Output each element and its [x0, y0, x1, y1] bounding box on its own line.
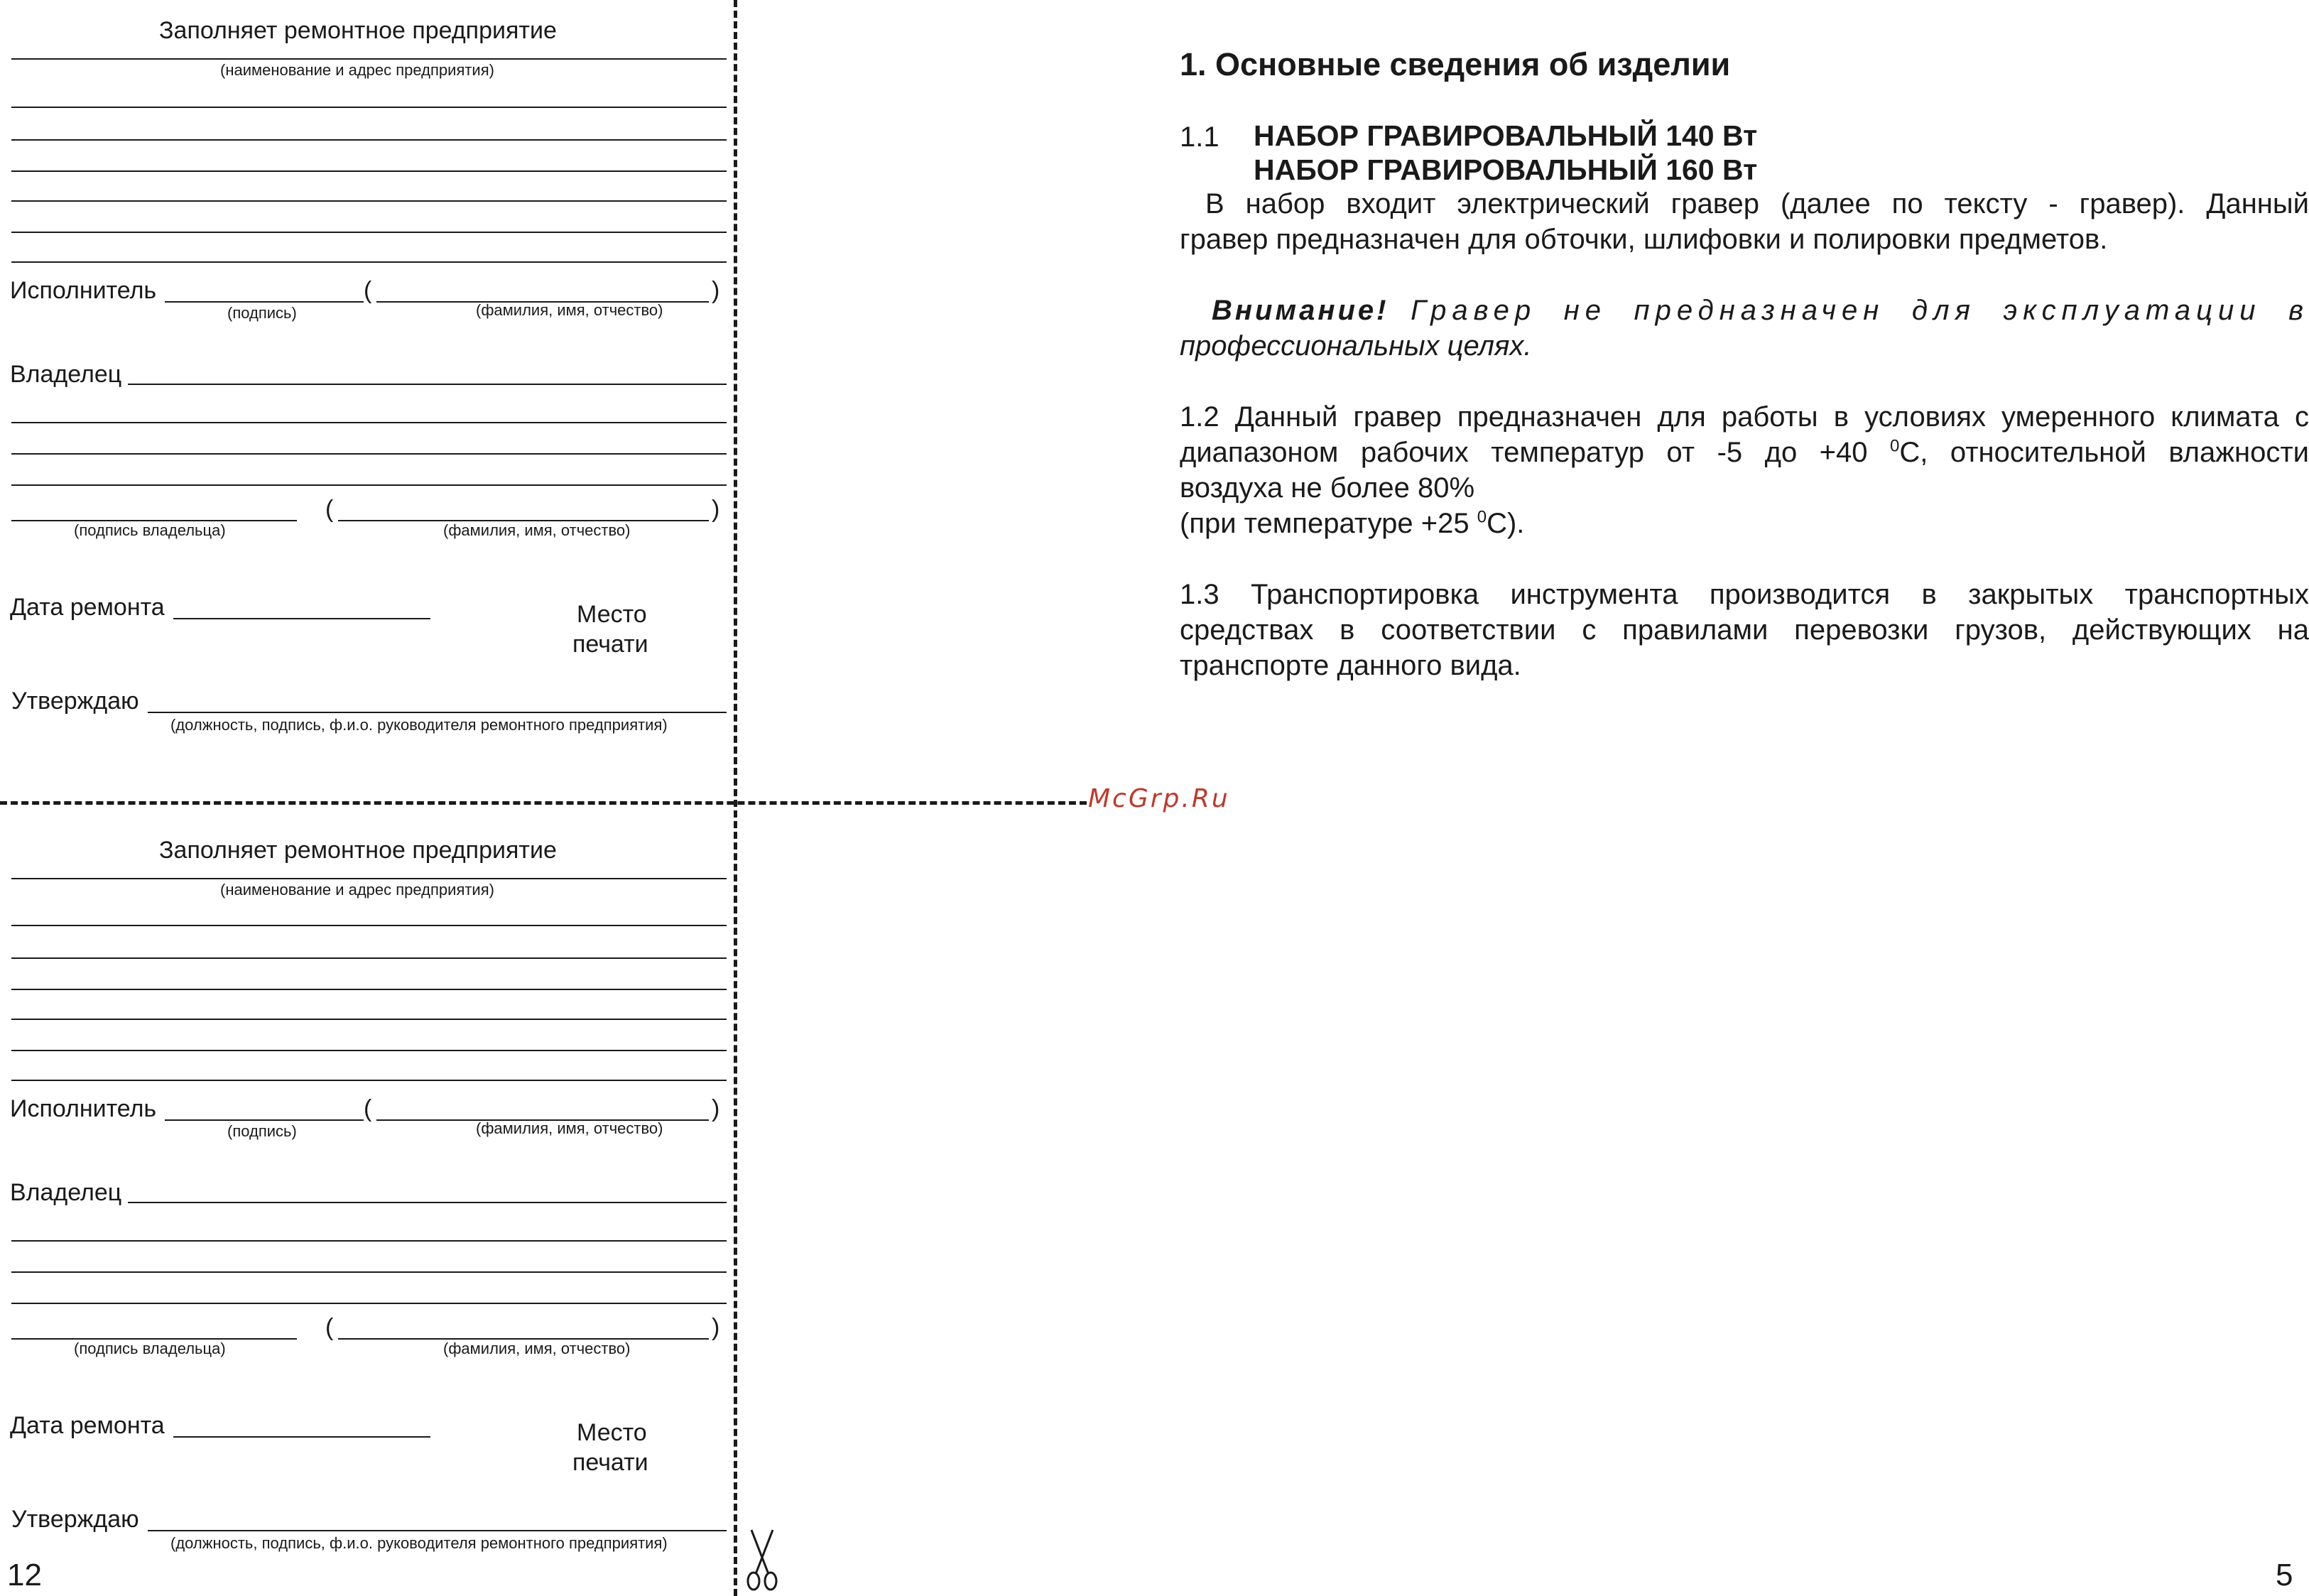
paren-close: )	[712, 496, 720, 523]
scissors-icon	[744, 1527, 780, 1592]
paragraph-line	[1180, 435, 2309, 470]
blank-line[interactable]	[11, 200, 727, 202]
owner-signature-caption: (подпись владельца)	[74, 521, 226, 539]
blank-line[interactable]	[11, 139, 727, 141]
blank-line[interactable]	[11, 925, 727, 926]
blank-line[interactable]	[11, 989, 727, 990]
owner-line[interactable]	[128, 384, 727, 385]
paragraph-line: В набор входит электрический гравер (далее по тексту - гравер). Данный	[1205, 188, 2309, 219]
approve-line[interactable]	[148, 1530, 727, 1531]
text-fragment: С, относительной влажности	[1899, 437, 2309, 468]
approve-label: Утверждаю	[11, 1506, 139, 1533]
warning-line: профессиональных целях.	[1180, 330, 1532, 362]
warning-line	[1212, 293, 2309, 328]
owner-line[interactable]	[128, 1202, 727, 1203]
section-heading: 1. Основные сведения об изделии	[1180, 46, 1731, 82]
repair-date-line[interactable]	[173, 1436, 430, 1438]
product-title: НАБОР ГРАВИРОВАЛЬНЫЙ 160 Вт	[1254, 153, 1758, 186]
text-fragment: (при температуре +25	[1180, 508, 1469, 539]
owner-name-caption: (фамилия, имя, отчество)	[443, 1340, 631, 1357]
product-title: НАБОР ГРАВИРОВАЛЬНЫЙ 140 Вт	[1254, 119, 1758, 152]
signature-caption: (подпись)	[227, 304, 297, 322]
blank-line[interactable]	[11, 1080, 727, 1081]
page-number-right: 5	[2276, 1558, 2293, 1592]
warning-text: Гравер не предназначен для эксплуатации в	[1411, 295, 2309, 326]
blank-line[interactable]	[11, 232, 727, 233]
blank-line[interactable]	[11, 1240, 727, 1242]
blank-line[interactable]	[11, 453, 727, 455]
paren-close: )	[712, 1095, 720, 1122]
vertical-cut-line	[734, 0, 737, 1596]
blank-line[interactable]	[11, 1050, 727, 1051]
text-fragment: диапазоном рабочих температур от -5 до +40	[1180, 437, 1868, 468]
org-caption: (наименование и адрес предприятия)	[220, 61, 494, 79]
org-caption: (наименование и адрес предприятия)	[220, 881, 494, 899]
paren-close: )	[712, 1314, 720, 1341]
blank-line[interactable]	[11, 1271, 727, 1273]
stamp-label: печати	[572, 1449, 648, 1476]
executor-signature-line[interactable]	[165, 301, 364, 303]
warning-bold: Внимание!	[1212, 295, 1389, 326]
paren-open: (	[364, 277, 372, 304]
text-fragment: С).	[1487, 508, 1525, 539]
approve-line[interactable]	[148, 712, 727, 713]
org-line[interactable]	[11, 878, 727, 879]
stamp-label: Место	[577, 601, 647, 628]
owner-label: Владелец	[10, 1179, 122, 1206]
section-number: 1.1	[1180, 121, 1219, 153]
owner-name-caption: (фамилия, имя, отчество)	[443, 521, 631, 539]
paren-open: (	[364, 1095, 372, 1122]
executor-label: Исполнитель	[10, 1095, 157, 1122]
paren-close: )	[712, 277, 720, 304]
repair-date-label: Дата ремонта	[10, 1412, 165, 1439]
blank-line[interactable]	[11, 1303, 727, 1304]
executor-label: Исполнитель	[10, 277, 157, 304]
paren-open: (	[325, 496, 334, 523]
name-caption: (фамилия, имя, отчество)	[476, 1119, 663, 1137]
blank-line[interactable]	[11, 484, 727, 486]
paragraph-line: воздуха не более 80%	[1180, 472, 1475, 504]
repair-date-label: Дата ремонта	[10, 594, 165, 621]
org-line[interactable]	[11, 58, 727, 60]
name-caption: (фамилия, имя, отчество)	[476, 301, 663, 319]
degree-mark: 0	[1477, 507, 1487, 527]
approve-caption: (должность, подпись, ф.и.о. руководителя ремонтного предприятия)	[170, 1534, 668, 1552]
paragraph-line: гравер предназначен для обточки, шлифовки и полировки предметов.	[1180, 224, 2108, 255]
owner-label: Владелец	[10, 361, 122, 388]
blank-line[interactable]	[11, 261, 727, 263]
watermark: McGrp.Ru	[1088, 784, 1230, 813]
paragraph-line: транспорте данного вида.	[1180, 650, 1521, 681]
page-number-left: 12	[7, 1558, 42, 1592]
signature-caption: (подпись)	[227, 1122, 297, 1140]
paren-open: (	[325, 1314, 334, 1341]
paragraph-line	[1180, 506, 2309, 541]
repair-date-line[interactable]	[173, 618, 430, 619]
horizontal-cut-line	[0, 801, 1087, 805]
blank-line[interactable]	[11, 170, 727, 172]
owner-signature-caption: (подпись владельца)	[74, 1340, 226, 1357]
form-title: Заполняет ремонтное предприятие	[159, 17, 557, 44]
blank-line[interactable]	[11, 957, 727, 959]
stamp-label: печати	[572, 631, 648, 658]
paragraph-line: 1.2 Данный гравер предназначен для работы в условиях умеренного климата с	[1180, 401, 2309, 433]
approve-label: Утверждаю	[11, 688, 139, 715]
blank-line[interactable]	[11, 107, 727, 108]
paragraph-line: средствах в соответствии с правилами перевозки грузов, действующих на	[1180, 614, 2309, 646]
degree-mark: 0	[1890, 436, 1900, 456]
stamp-label: Место	[577, 1419, 647, 1446]
form-title: Заполняет ремонтное предприятие	[159, 837, 557, 864]
approve-caption: (должность, подпись, ф.и.о. руководителя ремонтного предприятия)	[170, 716, 668, 734]
executor-signature-line[interactable]	[165, 1119, 364, 1121]
blank-line[interactable]	[11, 1019, 727, 1020]
paragraph-line: 1.3 Транспортировка инструмента производится в закрытых транспортных	[1180, 579, 2309, 610]
blank-line[interactable]	[11, 422, 727, 423]
